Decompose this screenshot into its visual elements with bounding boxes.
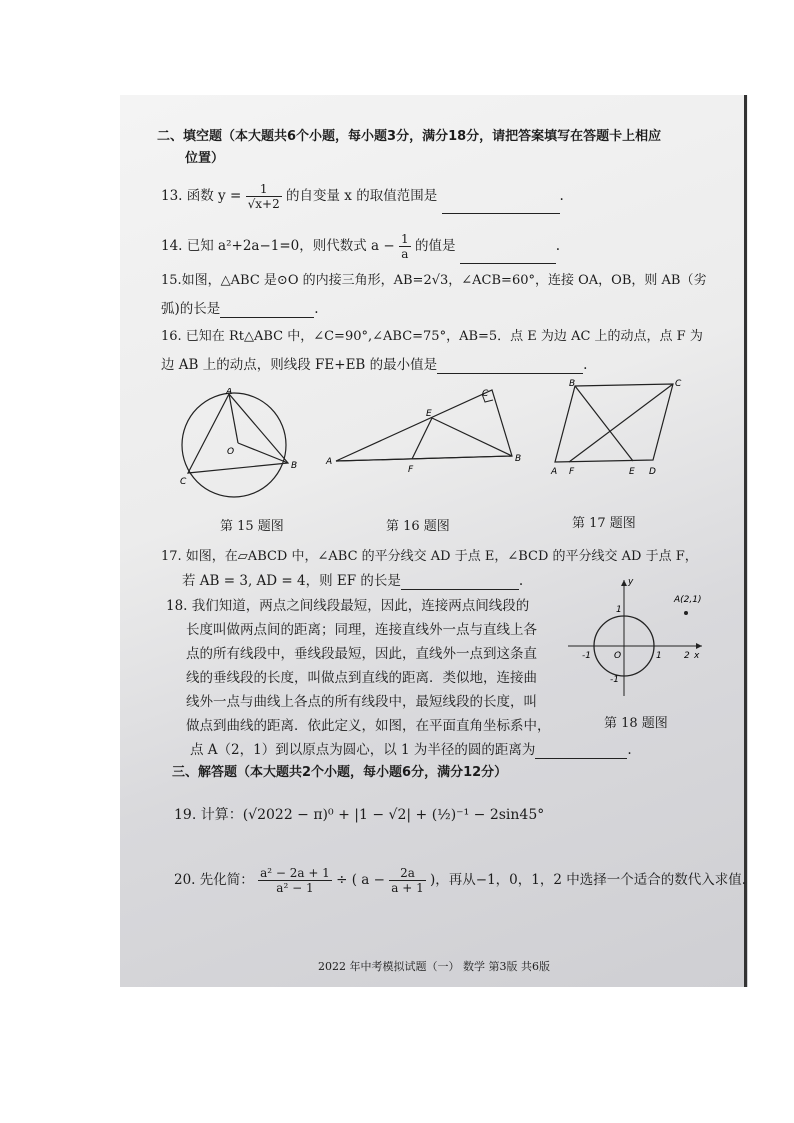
- question-14: 14. 已知 a²+2a−1=0，则代数式 a − $\frac{1}{a}$ 的值是 .: [161, 228, 560, 264]
- q15-answer-blank[interactable]: [220, 303, 314, 318]
- f18-label-ym1: -1: [610, 675, 619, 685]
- f15-label-b: B: [291, 461, 298, 471]
- f18-label-origin: O: [614, 651, 622, 661]
- f15-label-o: O: [227, 447, 235, 457]
- f15-label-c: C: [180, 477, 187, 487]
- question-18-line2: 长度叫做两点间的距离；同理，连接直线外一点与直线上各: [186, 622, 537, 638]
- q14-prefix: 14. 已知 a²+2a−1=0，则代数式 a −: [161, 238, 395, 254]
- f16-label-c: C: [482, 389, 489, 399]
- q20-fraction-2: $\frac{2a}{a + 1}$: [391, 866, 424, 895]
- f17-label-e: E: [629, 467, 635, 476]
- f15-label-a: A: [226, 388, 233, 397]
- f17-label-c: C: [675, 379, 682, 389]
- f16-label-a: A: [326, 457, 333, 467]
- figure-15-circle: [172, 388, 302, 503]
- figure-18-coordinate-plane: [562, 572, 710, 702]
- question-15-line1: 15.如图，△ABC 是⊙O 的内接三角形，AB=2√3，∠ACB=60°，连接 OA，OB，则 AB（劣: [161, 273, 707, 288]
- q16-answer-blank[interactable]: [437, 359, 583, 374]
- question-19: 19. 计算：(√2022 − π)⁰ + |1 − √2| + (½)⁻¹ − 2sin45°: [174, 807, 545, 823]
- f16-label-f: F: [408, 465, 414, 474]
- question-18-line4: 线的垂线段的长度，叫做点到直线的距离．类似地，连接曲: [186, 670, 537, 686]
- q17-answer-blank[interactable]: [401, 575, 519, 590]
- f17-label-d: D: [649, 467, 656, 476]
- f17-label-a: A: [551, 467, 558, 476]
- f18-label-y1: 1: [616, 605, 622, 615]
- f18-label-y: y: [628, 577, 634, 587]
- question-16-line2: 边 AB 上的动点，则线段 FE+EB 的最小值是 .: [161, 357, 588, 373]
- q13-suffix: 的自变量 x 的取值范围是: [286, 188, 438, 204]
- question-17-line2: 若 AB = 3, AD = 4，则 EF 的长是 .: [182, 573, 524, 589]
- q13-answer-blank[interactable]: [442, 199, 560, 214]
- section2-heading: 二、填空题（本大题共6个小题，每小题3分，满分18分，请把答案填写在答题卡上相应: [157, 129, 662, 144]
- caption-figure-17: 第 17 题图: [572, 516, 636, 531]
- caption-figure-18: 第 18 题图: [604, 716, 668, 731]
- question-18-line1: 18. 我们知道，两点之间线段最短，因此，连接两点间线段的: [166, 598, 530, 614]
- q18-answer-blank[interactable]: [535, 744, 627, 759]
- question-15-line2: 弧)的长是 .: [161, 301, 319, 317]
- f18-label-x: x: [694, 651, 700, 661]
- page-edge: [744, 95, 747, 987]
- f18-label-x1: 1: [656, 651, 662, 661]
- q20-fraction-1: $\frac{\text{a² − 2a + 1}}{\text{a² − 1}}$: [260, 866, 330, 895]
- figure-16-triangle: [322, 384, 532, 474]
- page-footer: 2022 年中考模拟试题（一） 数学 第3版 共6版: [318, 960, 550, 973]
- q14-answer-blank[interactable]: [460, 249, 556, 264]
- question-16-line1: 16. 已知在 Rt△ABC 中，∠C=90°,∠ABC=75°，AB=5．点 E 为边 AC 上的动点，点 F 为: [161, 329, 703, 344]
- caption-figure-16: 第 16 题图: [386, 519, 450, 534]
- question-13: 13. 函数 y = $\frac{1}{√x+2}$ 的自变量 x 的取值范围是 .: [161, 178, 564, 214]
- q13-prefix: 13. 函数 y =: [161, 188, 242, 204]
- f16-label-b: B: [515, 454, 522, 464]
- f18-label-xm1: -1: [582, 651, 591, 661]
- caption-figure-15: 第 15 题图: [220, 519, 284, 534]
- figure-17-parallelogram: [545, 376, 695, 476]
- section2-heading-cont: 位置）: [185, 151, 225, 166]
- f17-label-f: F: [569, 467, 575, 476]
- question-18-line3: 点的所有线段中，垂线段最短，因此，直线外一点到这条直: [186, 646, 537, 662]
- f16-label-e: E: [426, 409, 432, 419]
- section3-heading: 三、解答题（本大题共2个小题，每小题6分，满分12分）: [172, 765, 508, 780]
- f18-label-point-a: A(2,1): [674, 595, 702, 605]
- q14-fraction: $\frac{1}{a}$: [401, 232, 409, 261]
- question-20: 20. 先化简： $\frac{\text{a² − 2a + 1}}{\text{a² − 1}}$ ÷ ( a − $\frac{2a}{a + 1}$ )，再从−1，0，1，2 中选择一个适合的数代入求值.: [174, 866, 747, 895]
- q14-suffix: 的值是: [414, 238, 456, 254]
- q13-fraction: $\frac{1}{√x+2}$: [247, 182, 280, 211]
- question-18-line5: 线外一点与曲线上各点的所有线段中，最短线段的长度，叫: [186, 694, 537, 710]
- question-18-line6: 做点到曲线的距离．依此定义，如图，在平面直角坐标系中，: [186, 718, 551, 734]
- f17-label-b: B: [569, 379, 576, 389]
- question-17-line1: 17. 如图，在▱ABCD 中，∠ABC 的平分线交 AD 于点 E，∠BCD 的平分线交 AD 于点 F，: [161, 549, 698, 564]
- f18-label-x2: 2: [684, 651, 690, 661]
- question-18-line7: 点 A（2，1）到以原点为圆心，以 1 为半径的圆的距离为 .: [190, 742, 632, 758]
